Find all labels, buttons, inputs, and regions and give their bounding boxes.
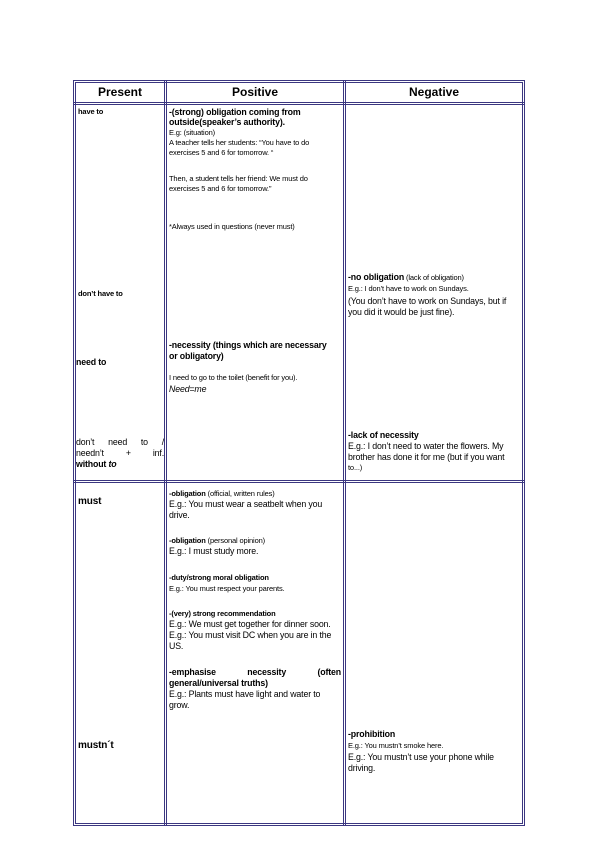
must-recommendation-ex3: US. (169, 641, 184, 651)
lack-necessity-title: -lack of necessity (348, 430, 419, 440)
must-emphasise-title-2: general/universal truths) (169, 678, 268, 688)
header-negative: Negative (408, 85, 460, 99)
prohibition-ex3: driving. (348, 763, 376, 773)
header-present: Present (97, 85, 143, 99)
without-to: to (108, 459, 117, 469)
prohibition-ex2: E.g.: You mustn’t use your phone while (348, 752, 494, 762)
obligation-example-2b: exercises 5 and 6 for tomorrow.” (169, 184, 272, 193)
present-need-to: need to (76, 357, 107, 367)
must-obligation-official (169, 489, 275, 499)
prohibition-title: -prohibition (348, 729, 396, 739)
must-obligation-official-title: -obligation (169, 489, 206, 498)
no-obligation-note: (lack of obligation) (405, 273, 464, 282)
lack-necessity-ex2: brother has done it for me (but if you want (348, 452, 505, 462)
prohibition-ex1: E.g.: You mustn’t smoke here. (348, 741, 444, 750)
no-obligation-title: -no obligation (348, 272, 405, 282)
must-obligation-official-note: (official, written rules) (207, 489, 275, 498)
present-have-to: have to (78, 107, 104, 116)
must-obligation-personal (169, 536, 265, 546)
must-obligation-personal-note: (personal opinion) (207, 536, 265, 545)
lack-necessity-ex1: E.g.: I don’t need to water the flowers. My (348, 441, 504, 451)
present-dont-have-to: don’t have to (78, 289, 123, 298)
no-obligation-ex2a: (You don’t have to work on Sundays, but if (348, 296, 507, 306)
obligation-title-2: outside(speaker’s authority). (169, 117, 285, 127)
necessity-title-1: -necessity (things which are necessary (169, 340, 327, 350)
must-emphasise-ex1: E.g.: Plants must have light and water to (169, 689, 321, 699)
present-neednt: needn’t + inf. (76, 448, 164, 458)
no-obligation (348, 272, 464, 283)
present-dont-need-to: don’t need to / (76, 437, 164, 447)
necessity-equation: Need=me (169, 384, 207, 394)
obligation-title-1: -(strong) obligation coming from (169, 107, 301, 117)
present-without (76, 459, 117, 470)
must-recommendation-ex1: E.g.: We must get together for dinner soon. (169, 619, 331, 629)
must-obligation-official-ex2: drive. (169, 510, 190, 520)
obligation-note: *Always used in questions (never must) (169, 222, 295, 231)
must-recommendation-ex2: E.g.: You must visit DC when you are in the (169, 630, 332, 640)
must-duty-title: -duty/strong moral obligation (169, 573, 269, 582)
must-emphasise-title-1: -emphasise necessity (often (169, 667, 341, 677)
must-obligation-official-ex1: E.g.: You must wear a seatbelt when you (169, 499, 323, 509)
lack-necessity-ex3: to...) (348, 463, 363, 472)
without-label: without (76, 459, 107, 469)
must-duty-ex: E.g.: You must respect your parents. (169, 584, 285, 593)
must-obligation-personal-ex: E.g.: I must study more. (169, 546, 259, 556)
no-obligation-ex: E.g.: I don’t have to work on Sundays. (348, 284, 469, 293)
obligation-example-1a: A teacher tells her students: “You have to do (169, 138, 310, 147)
present-mustnt: mustn´t (78, 740, 114, 751)
must-obligation-personal-title: -obligation (169, 536, 206, 545)
obligation-eg: E.g: (situation) (169, 128, 215, 137)
must-emphasise-ex2: grow. (169, 700, 190, 710)
obligation-example-1b: exercises 5 and 6 for tomorrow. “ (169, 148, 274, 157)
no-obligation-ex2b: you did it would be just fine). (348, 307, 455, 317)
must-recommendation-title: -(very) strong recommendation (169, 609, 276, 618)
present-must: must (78, 496, 102, 507)
obligation-example-2a: Then, a student tells her friend: We must do (169, 174, 308, 183)
necessity-title-2: or obligatory) (169, 351, 224, 361)
necessity-example: I need to go to the toilet (benefit for you). (169, 373, 298, 382)
header-positive: Positive (231, 85, 279, 99)
